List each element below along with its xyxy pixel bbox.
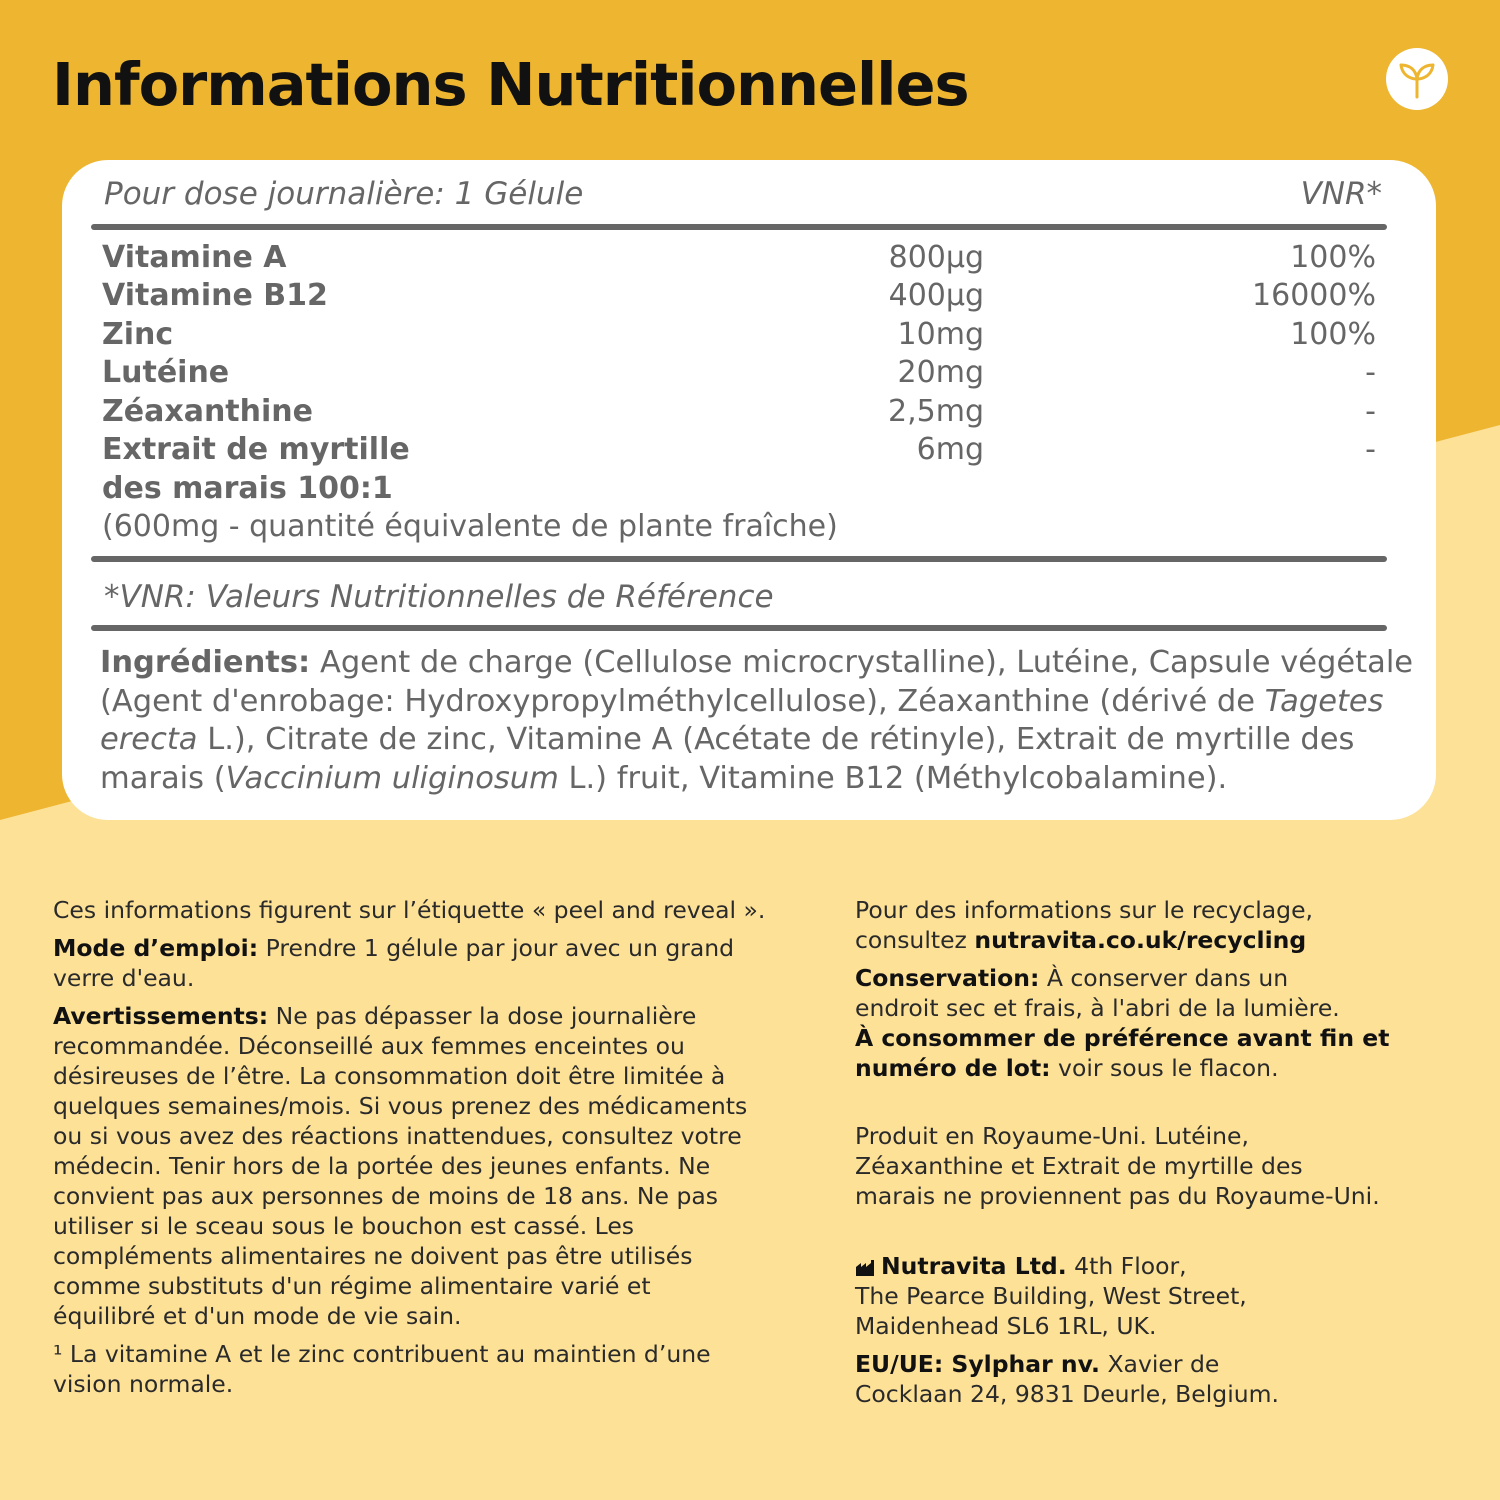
nutrient-amount: 400µg <box>888 278 984 313</box>
ingredients-rule <box>91 625 1387 631</box>
table-row <box>102 317 1382 355</box>
recycling-link[interactable]: nutravita.co.uk/recycling <box>974 926 1307 954</box>
eu-rep-line <box>855 1349 1475 1379</box>
eu-rep-label: EU/UE: Sylphar nv. <box>855 1350 1100 1378</box>
table-rule-bottom <box>91 556 1387 562</box>
warning-line <box>53 1001 833 1031</box>
claim-text: ¹ La vitamine A et le zinc contribuent au maintien d’une <box>53 1340 711 1368</box>
warning-text: médecin. Tenir hors de la portée des jeunes enfants. Ne <box>53 1152 711 1180</box>
label-intro: Ces informations figurent sur l’étiquette « peel and reveal ». <box>53 896 766 924</box>
nutrient-name: Zinc <box>102 317 174 352</box>
nutrient-vnr: - <box>1365 394 1376 429</box>
warning-text: ou si vous avez des réactions inattendues, consultez votre <box>53 1122 742 1150</box>
table-row <box>102 240 1382 278</box>
origin-text: Zéaxanthine et Extrait de myrtille des <box>855 1152 1303 1180</box>
vnr-footnote: *VNR: Valeurs Nutritionnelles de Référence <box>104 579 774 615</box>
usage-label: Mode d’emploi: <box>53 934 259 962</box>
ingredients-line: L.), Citrate de zinc, Vitamine A (Acétate de rétinyle), Extrait de myrtille des <box>197 722 1355 757</box>
table-row <box>102 432 1382 470</box>
warning-label: Avertissements: <box>53 1002 269 1030</box>
nutrient-amount: 2,5mg <box>888 394 984 429</box>
nutrient-name: Lutéine <box>102 355 230 390</box>
ingredients-line: Agent de charge (Cellulose microcrystalline), Lutéine, Capsule végétale <box>319 645 1414 680</box>
warning-text: équilibré et d'un mode de vie sain. <box>53 1302 462 1330</box>
table-row <box>102 355 1382 393</box>
claim-text: vision normale. <box>53 1370 234 1398</box>
left-info-column <box>53 895 833 1399</box>
table-rule-top <box>91 224 1387 230</box>
leaf-sprout-icon <box>1395 57 1439 101</box>
warning-text: comme substituts d'un régime alimentaire varié et <box>53 1272 651 1300</box>
table-header-dose: Pour dose journalière: 1 Gélule <box>104 176 584 212</box>
warning-text: désireuses de l’être. La consommation doit être limitée à <box>53 1062 726 1090</box>
ingredients-line: (Agent d'enrobage: Hydroxypropylméthylcellulose), Zéaxanthine (dérivé de <box>100 683 1265 719</box>
best-before-text: voir sous le flacon. <box>1050 1054 1279 1082</box>
usage-line <box>53 933 833 963</box>
nutrient-vnr: 16000% <box>1252 278 1376 313</box>
warning-text: Ne pas dépasser la dose journalière <box>268 1002 697 1030</box>
lot-number-label: numéro de lot: <box>855 1054 1051 1082</box>
storage-label: Conservation: <box>855 964 1040 992</box>
right-info-column <box>855 895 1475 1409</box>
brand-logo <box>1386 48 1448 110</box>
ingredients-line: L.) fruit, Vitamine B12 (Méthylcobalamine). <box>558 760 1228 796</box>
manufacturer-address: The Pearce Building, West Street, <box>855 1282 1247 1310</box>
nutrient-amount: 6mg <box>916 432 984 467</box>
origin-text: marais ne proviennent pas du Royaume-Uni. <box>855 1182 1380 1210</box>
best-before-line <box>855 1053 1475 1083</box>
storage-text: endroit sec et frais, à l'abri de la lumière. <box>855 994 1340 1022</box>
recycle-text: Pour des informations sur le recyclage, <box>855 896 1314 924</box>
recycle-text: consultez <box>855 926 975 954</box>
nutrient-amount: 20mg <box>897 355 984 390</box>
nutrient-name-continuation: des marais 100:1 <box>102 471 393 506</box>
warning-text: recommandée. Déconseillé aux femmes enceintes ou <box>53 1032 685 1060</box>
manufacturer-name: Nutravita Ltd. <box>881 1252 1067 1280</box>
storage-line <box>855 963 1475 993</box>
page-title: Informations Nutritionnelles <box>52 50 969 119</box>
nutrient-vnr: 100% <box>1290 317 1376 352</box>
manufacturer-address: Maidenhead SL6 1RL, UK. <box>855 1312 1157 1340</box>
nutrient-name: Vitamine B12 <box>102 278 328 313</box>
nutrient-name: Extrait de myrtille <box>102 432 410 467</box>
table-row <box>102 394 1382 432</box>
nutrient-name: Vitamine A <box>102 240 287 275</box>
latin-name: Tagetes <box>1264 683 1384 719</box>
table-row <box>102 278 1382 316</box>
usage-text: Prendre 1 gélule par jour avec un grand <box>258 934 735 962</box>
warning-text: utiliser si le sceau sous le bouchon est cassé. Les <box>53 1212 635 1240</box>
eu-rep-address: Cocklaan 24, 9831 Deurle, Belgium. <box>855 1380 1279 1408</box>
factory-icon <box>855 1259 877 1277</box>
nutrient-amount: 800µg <box>888 240 984 275</box>
ingredients-text <box>100 644 1414 798</box>
ingredients-line: marais ( <box>100 760 226 796</box>
usage-text: verre d'eau. <box>53 964 195 992</box>
best-before-label: À consommer de préférence avant fin et <box>855 1024 1390 1052</box>
manufacturer-line <box>855 1251 1475 1281</box>
nutrient-vnr: - <box>1365 355 1376 390</box>
nutrient-vnr: - <box>1365 432 1376 467</box>
storage-text: À conserver dans un <box>1039 964 1289 992</box>
latin-name: erecta <box>100 722 198 757</box>
nutrient-amount: 10mg <box>897 317 984 352</box>
warning-text: quelques semaines/mois. Si vous prenez des médicaments <box>53 1092 748 1120</box>
nutrient-name: Zéaxanthine <box>102 394 313 429</box>
manufacturer-address: 4th Floor, <box>1066 1252 1187 1280</box>
warning-text: compléments alimentaires ne doivent pas être utilisés <box>53 1242 693 1270</box>
eu-rep-address: Xavier de <box>1099 1350 1220 1378</box>
warning-text: convient pas aux personnes de moins de 18 ans. Ne pas <box>53 1182 718 1210</box>
table-header-vnr: VNR* <box>1300 176 1382 212</box>
nutrient-note: (600mg - quantité équivalente de plante fraîche) <box>102 509 838 544</box>
origin-text: Produit en Royaume-Uni. Lutéine, <box>855 1122 1249 1150</box>
recycle-line <box>855 925 1475 955</box>
nutrient-vnr: 100% <box>1290 240 1376 275</box>
ingredients-label: Ingrédients: <box>100 645 311 680</box>
latin-name: Vaccinium uliginosum <box>225 760 559 796</box>
